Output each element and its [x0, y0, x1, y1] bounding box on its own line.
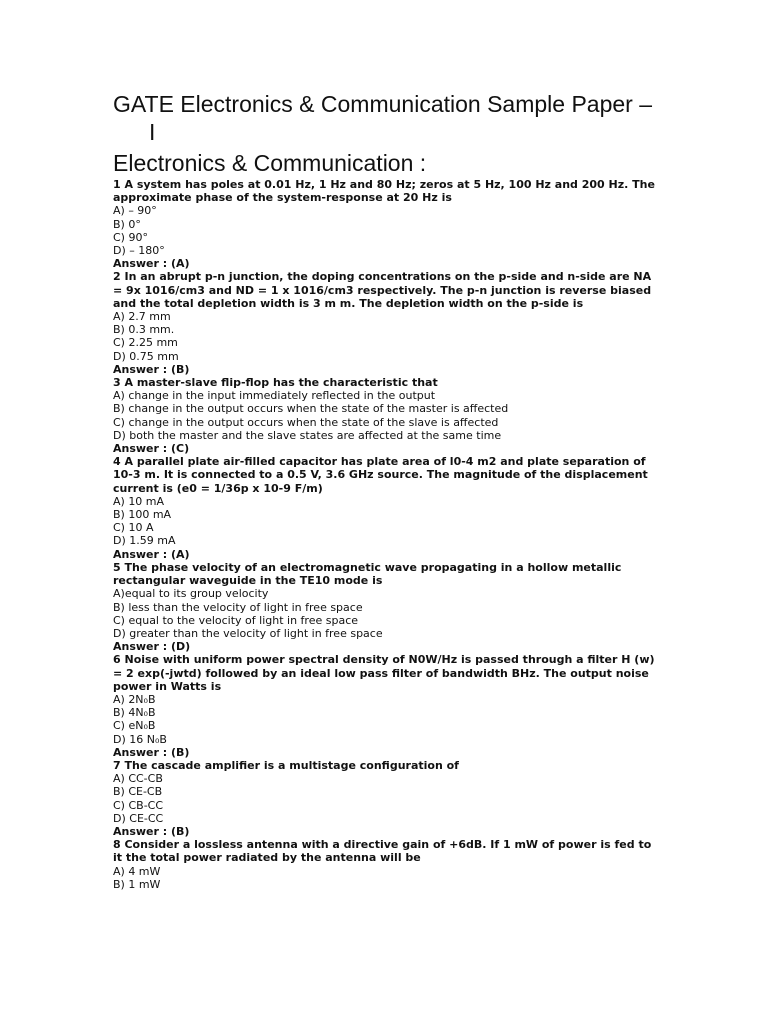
answer-option: B) 0° — [113, 217, 141, 231]
answer-option: B) change in the output occurs when the state of the master is affected — [113, 402, 509, 416]
question-4 — [113, 455, 658, 561]
answer-key: Answer : (B) — [113, 745, 190, 759]
answer-option: C) eN₀B — [113, 719, 156, 733]
question-text: 3 A master-slave flip-flop has the characteristic that — [113, 376, 438, 390]
answer-option: B) 4N₀B — [113, 706, 156, 720]
question-text: 7 The cascade amplifier is a multistage configuration of — [113, 758, 459, 772]
answer-option: A) 2.7 mm — [113, 310, 171, 324]
question-5 — [113, 561, 658, 653]
answer-option: A)equal to its group velocity — [113, 587, 269, 601]
answer-option: D) 1.59 mA — [113, 534, 176, 548]
answer-option: D) 16 N₀B — [113, 732, 167, 746]
answer-key: Answer : (A) — [113, 257, 190, 271]
answer-option: B) 0.3 mm. — [113, 323, 175, 337]
document-title-line-1: GATE Electronics & Communication Sample Paper – — [113, 91, 653, 117]
question-text: 4 A parallel plate air-filled capacitor has plate area of l0-4 m2 and plate separation of 10-3 m. It is connected to a 0.5 V, 3.6 GHz source. The magnitude of the displacement current is (e0 = 1/36p x 10-9 F/m) — [113, 455, 648, 495]
question-text: 2 In an abrupt p-n junction, the doping concentrations on the p-side and n-side are NA = 9x 1016/cm3 and ND = 1 x 1016/cm3 respectively. The p-n junction is reverse biased and the total depletion width is 3 m m. The depletion width on the p-side is — [113, 270, 652, 310]
answer-key: Answer : (D) — [113, 640, 191, 654]
document-title — [113, 90, 658, 146]
answer-option: A) 4 mW — [113, 864, 161, 878]
answer-option: D) – 180° — [113, 244, 165, 258]
question-text: 5 The phase velocity of an electromagnetic wave propagating in a hollow metallic rectangular waveguide in the TE10 mode is — [113, 560, 622, 588]
page-content — [113, 90, 658, 891]
answer-option: C) 90° — [113, 230, 148, 244]
answer-option: D) both the master and the slave states are affected at the same time — [113, 428, 502, 442]
answer-option: B) CE-CB — [113, 785, 163, 799]
question-text: 6 Noise with uniform power spectral density of N0W/Hz is passed through a filter H (w) = 2 exp(-jwtd) followed by an ideal low pass filter of bandwidth BHz. The output noise power in Watts is — [113, 653, 655, 693]
answer-option: A) CC-CB — [113, 772, 163, 786]
question-3 — [113, 376, 658, 455]
answer-key: Answer : (C) — [113, 442, 190, 456]
answer-option: B) less than the velocity of light in free space — [113, 600, 363, 614]
question-1 — [113, 178, 658, 270]
answer-key: Answer : (B) — [113, 824, 190, 838]
answer-option: B) 1 mW — [113, 877, 161, 891]
answer-option: C) 2.25 mm — [113, 336, 178, 350]
answer-option: C) equal to the velocity of light in free space — [113, 613, 359, 627]
answer-option: C) change in the output occurs when the state of the slave is affected — [113, 415, 499, 429]
answer-option: A) – 90° — [113, 204, 157, 218]
answer-option: B) 100 mA — [113, 508, 172, 522]
answer-option: C) 10 A — [113, 521, 154, 535]
answer-option: C) CB-CC — [113, 798, 164, 812]
question-7 — [113, 759, 658, 838]
answer-option: D) 0.75 mm — [113, 349, 179, 363]
answer-option: A) change in the input immediately reflected in the output — [113, 389, 436, 403]
question-2 — [113, 270, 658, 376]
document-title-line-2: I — [149, 119, 156, 145]
answer-option: A) 10 mA — [113, 494, 165, 508]
question-6 — [113, 653, 658, 759]
answer-key: Answer : (B) — [113, 362, 190, 376]
answer-option: A) 2N₀B — [113, 692, 156, 706]
question-text: 8 Consider a lossless antenna with a directive gain of +6dB. If 1 mW of power is fed to it the total power radiated by the antenna will be — [113, 838, 652, 865]
answer-option: D) CE-CC — [113, 811, 164, 825]
section-title: Electronics & Communication : — [113, 150, 427, 176]
question-8 — [113, 838, 658, 891]
question-list — [113, 178, 658, 891]
answer-option: D) greater than the velocity of light in free space — [113, 626, 383, 640]
question-text: 1 A system has poles at 0.01 Hz, 1 Hz and 80 Hz; zeros at 5 Hz, 100 Hz and 200 Hz. The approximate phase of the system-response at 20 Hz is — [113, 178, 655, 205]
answer-key: Answer : (A) — [113, 547, 190, 561]
